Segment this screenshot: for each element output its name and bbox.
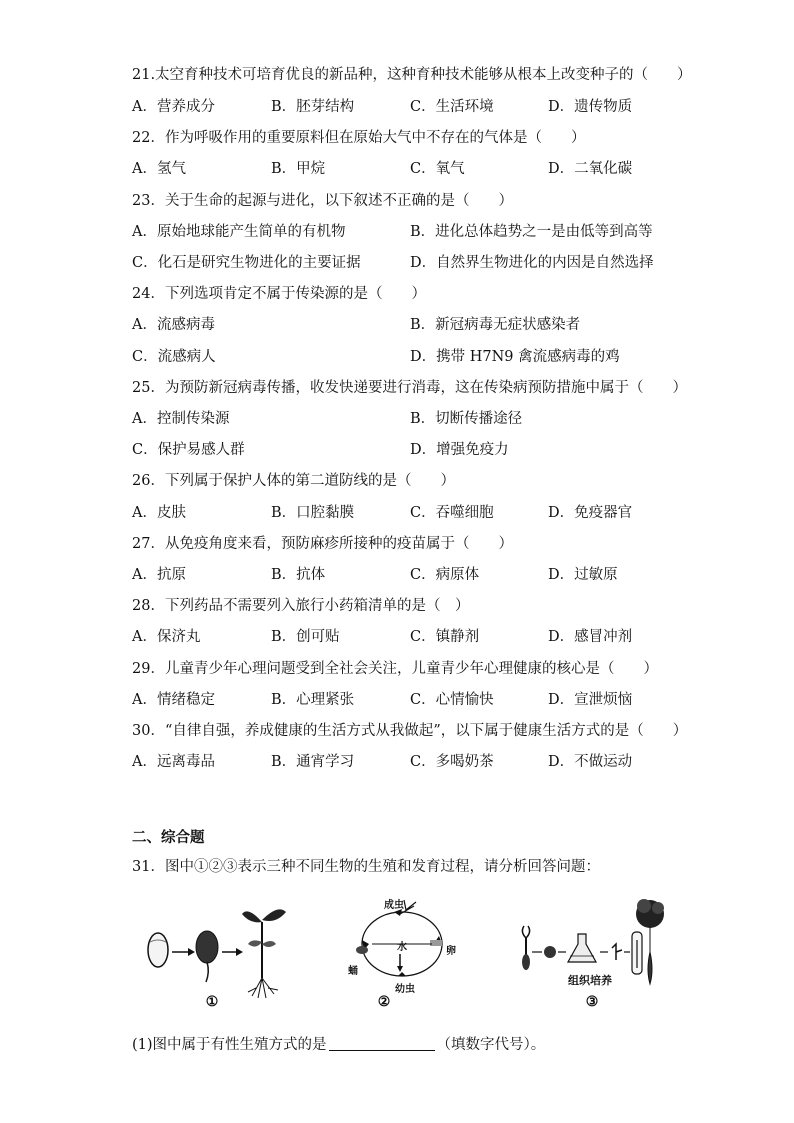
figure-3-label: ③ <box>585 994 599 1010</box>
q21-option-c[interactable]: C．生活环境 <box>410 99 494 115</box>
q29-option-d[interactable]: D．宣泄烦恼 <box>548 692 633 708</box>
fig2-water-label: 水 <box>397 942 407 953</box>
q24-option-d[interactable]: D．携带 H7N9 禽流感病毒的鸡 <box>410 349 620 365</box>
section-title: 二、综合题 <box>132 829 205 846</box>
q21-option-d[interactable]: D．遗传物质 <box>548 99 633 115</box>
q30-option-c[interactable]: C．多喝奶茶 <box>410 754 494 770</box>
q28-option-b[interactable]: B．创可贴 <box>271 629 340 645</box>
question-21-stem: 21.太空育种技术可培育优良的新品种，这种育种技术能够从根本上改变种子的（ ） <box>132 67 692 83</box>
q30-option-b[interactable]: B．通宵学习 <box>271 754 355 770</box>
q26-option-c[interactable]: C．吞噬细胞 <box>410 505 494 521</box>
question-28-stem: 28．下列药品不需要列入旅行小药箱清单的是（ ） <box>132 598 470 614</box>
q25-option-b[interactable]: B．切断传播途径 <box>410 411 523 427</box>
fig2-pupa-label: 蛹 <box>348 966 358 977</box>
figure-1-label: ① <box>205 994 219 1010</box>
answer-blank[interactable] <box>329 1036 435 1051</box>
question-26-stem: 26．下列属于保护人体的第二道防线的是（ ） <box>132 473 455 489</box>
question-23-stem: 23．关于生命的起源与进化，以下叙述不正确的是（ ） <box>132 193 513 209</box>
q24-option-b[interactable]: B．新冠病毒无症状感染者 <box>410 317 581 333</box>
q27-option-b[interactable]: B．抗体 <box>271 567 326 583</box>
sub1-text-after: （填数字代号）。 <box>436 1037 546 1053</box>
fig2-adult-label: 成虫 <box>384 900 404 911</box>
q22-option-c[interactable]: C．氧气 <box>410 161 465 177</box>
q23-option-c[interactable]: C．化石是研究生物进化的主要证据 <box>132 255 361 271</box>
question-25-stem: 25．为预防新冠病毒传播，收发快递要进行消毒，这在传染病预防措施中属于（ ） <box>132 380 687 396</box>
q29-option-b[interactable]: B．心理紧张 <box>271 692 355 708</box>
q22-option-b[interactable]: B．甲烷 <box>271 161 326 177</box>
q23-option-d[interactable]: D．自然界生物进化的内因是自然选择 <box>410 255 654 271</box>
figure-2-label: ② <box>377 994 391 1010</box>
q21-option-b[interactable]: B．胚芽结构 <box>271 99 355 115</box>
q22-option-d[interactable]: D．二氧化碳 <box>548 161 633 177</box>
question-24-stem: 24．下列选项肯定不属于传染源的是（ ） <box>132 286 426 302</box>
question-22-stem: 22．作为呼吸作用的重要原料但在原始大气中不存在的气体是（ ） <box>132 130 586 146</box>
q25-option-d[interactable]: D．增强免疫力 <box>410 442 509 458</box>
q23-option-b[interactable]: B．进化总体趋势之一是由低等到高等 <box>410 224 653 240</box>
question-31-sub-1 <box>132 1036 545 1054</box>
q27-option-c[interactable]: C．病原体 <box>410 567 480 583</box>
q26-option-d[interactable]: D．免疫器官 <box>548 505 633 521</box>
q27-option-d[interactable]: D．过敏原 <box>548 567 618 583</box>
q21-option-a[interactable]: A．营养成分 <box>132 99 215 115</box>
q23-option-a[interactable]: A．原始地球能产生简单的有机物 <box>132 224 346 240</box>
question-29-stem: 29．儿童青少年心理问题受到全社会关注，儿童青少年心理健康的核心是（ ） <box>132 661 658 677</box>
q30-option-d[interactable]: D．不做运动 <box>548 754 633 770</box>
q28-option-a[interactable]: A．保济丸 <box>132 629 201 645</box>
q24-option-a[interactable]: A．流感病毒 <box>132 317 215 333</box>
q25-option-a[interactable]: A．控制传染源 <box>132 411 230 427</box>
question-31-stem: 31．图中①②③表示三种不同生物的生殖和发育过程，请分析回答问题： <box>132 859 600 875</box>
question-27-stem: 27．从免疫角度来看，预防麻疹所接种的疫苗属于（ ） <box>132 536 513 552</box>
question-30-stem: 30．“自律自强，养成健康的生活方式从我做起”，以下属于健康生活方式的是（ ） <box>132 723 688 739</box>
q26-option-b[interactable]: B．口腔黏膜 <box>271 505 355 521</box>
q24-option-c[interactable]: C．流感病人 <box>132 349 216 365</box>
figure-1-seed-germination <box>140 892 300 1002</box>
fig2-larva-label: 幼虫 <box>395 984 415 995</box>
q28-option-d[interactable]: D．感冒冲剂 <box>548 629 633 645</box>
q25-option-c[interactable]: C．保护易感人群 <box>132 442 245 458</box>
q28-option-c[interactable]: C．镇静剂 <box>410 629 480 645</box>
sub1-text-before: (1)图中属于有性生殖方式的是 <box>132 1037 327 1053</box>
q22-option-a[interactable]: A．氢气 <box>132 161 186 177</box>
q29-option-c[interactable]: C．心情愉快 <box>410 692 494 708</box>
fig2-egg-label: 卵 <box>446 946 456 957</box>
fig3-tissue-culture-label: 组织培养 <box>568 974 612 987</box>
q27-option-a[interactable]: A．抗原 <box>132 567 186 583</box>
q29-option-a[interactable]: A．情绪稳定 <box>132 692 215 708</box>
q30-option-a[interactable]: A．远离毒品 <box>132 754 215 770</box>
q26-option-a[interactable]: A．皮肤 <box>132 505 186 521</box>
